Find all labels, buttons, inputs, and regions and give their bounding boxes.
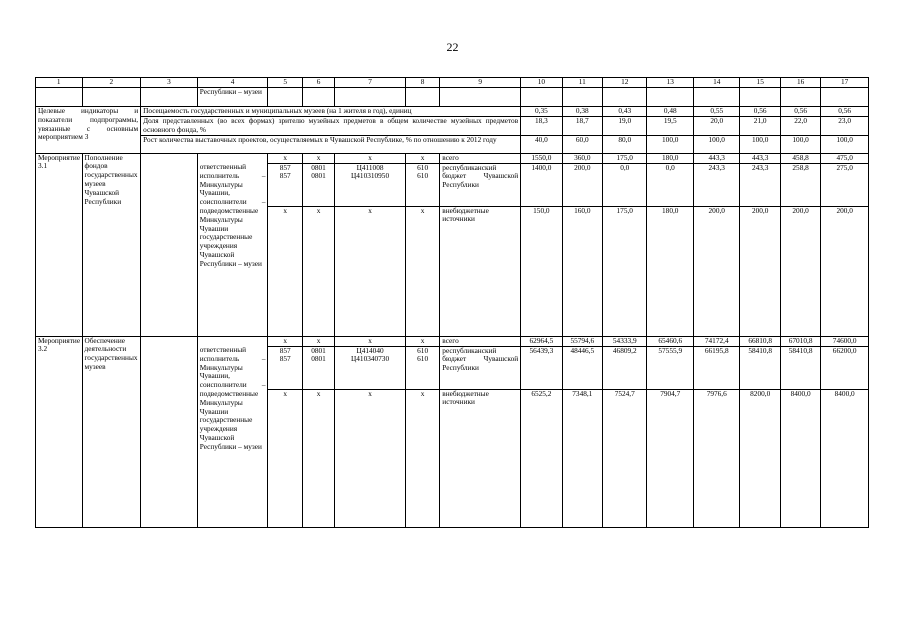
amount: 55794,6	[562, 336, 602, 346]
column-header: 6	[302, 78, 334, 88]
indicator-value: 18,7	[562, 117, 602, 136]
measure-name: Мероприятие 3.2	[36, 336, 83, 527]
table-cell	[141, 153, 198, 336]
amount: 56439,3	[521, 346, 562, 389]
table-cell: х	[335, 153, 406, 163]
amount: 7976,6	[693, 389, 740, 527]
executor: ответственный исполнитель – Минкультуры Чувашии, соисполнители – подведомственные Минкультуры Чувашии государственные учреждения Чувашской Республики – музеи	[197, 346, 268, 527]
funding-source: внебюджетные источники	[440, 206, 521, 336]
indicator-value: 19,0	[603, 117, 647, 136]
measure-total-row	[36, 153, 869, 163]
amount: 66810,8	[740, 336, 780, 346]
indicator-value: 100,0	[821, 135, 869, 153]
column-header: 13	[647, 78, 694, 88]
table-cell: х	[405, 153, 439, 163]
amount: 7524,7	[603, 389, 647, 527]
table-cell	[821, 88, 869, 107]
amount: 443,3	[740, 153, 780, 163]
amount: 200,0	[821, 206, 869, 336]
amount: 8400,0	[780, 389, 820, 527]
table-cell	[405, 88, 439, 107]
table-cell: х	[268, 206, 302, 336]
indicator-value: 100,0	[693, 135, 740, 153]
table-cell: х	[405, 206, 439, 336]
column-header: 11	[562, 78, 602, 88]
code-grbs: 857 857	[268, 346, 302, 389]
table-cell: х	[335, 206, 406, 336]
indicator-value: 40,0	[521, 135, 562, 153]
amount: 8400,0	[821, 389, 869, 527]
amount: 175,0	[603, 153, 647, 163]
column-header: 14	[693, 78, 740, 88]
table-cell	[562, 88, 602, 107]
indicator-value: 0,35	[521, 107, 562, 117]
amount: 200,0	[740, 206, 780, 336]
amount: 275,0	[821, 163, 869, 206]
amount: 58410,8	[740, 346, 780, 389]
budget-table	[35, 77, 869, 528]
table-cell: х	[268, 389, 302, 527]
code-section: 0801 0801	[302, 346, 334, 389]
header-row	[36, 78, 869, 88]
indicator-value: 0,56	[821, 107, 869, 117]
amount: 7348,1	[562, 389, 602, 527]
amount: 8200,0	[740, 389, 780, 527]
measure-description: Обеспечение деятельности государственных музеев	[82, 336, 141, 527]
amount: 180,0	[647, 206, 694, 336]
measure-total-row	[36, 336, 869, 346]
table-cell: х	[268, 336, 302, 346]
amount: 7904,7	[647, 389, 694, 527]
column-header: 9	[440, 78, 521, 88]
indicator-value: 18,3	[521, 117, 562, 136]
amount: 443,3	[693, 153, 740, 163]
indicator-value: 0,38	[562, 107, 602, 117]
amount: 58410,8	[780, 346, 820, 389]
table-cell	[440, 88, 521, 107]
funding-source: всего	[440, 153, 521, 163]
indicator-value: 100,0	[740, 135, 780, 153]
table-cell	[141, 88, 198, 107]
table-cell: х	[302, 206, 334, 336]
amount: 150,0	[521, 206, 562, 336]
table-cell: х	[302, 336, 334, 346]
indicator-value: 60,0	[562, 135, 602, 153]
table-cell	[693, 88, 740, 107]
table-cell: х	[335, 389, 406, 527]
amount: 458,8	[780, 153, 820, 163]
indicator-value: 19,5	[647, 117, 694, 136]
table-cell	[302, 88, 334, 107]
indicator-text: Доля представленных (во всех формах) зрителю музейных предметов в общем количестве музейных предметов основного фонда, %	[141, 117, 521, 136]
indicator-value: 22,0	[780, 117, 820, 136]
indicator-value: 0,55	[693, 107, 740, 117]
amount: 0,0	[647, 163, 694, 206]
indicator-value: 21,0	[740, 117, 780, 136]
measure-name: Мероприятие 3.1	[36, 153, 83, 336]
column-header: 5	[268, 78, 302, 88]
amount: 200,0	[562, 163, 602, 206]
table-cell	[268, 88, 302, 107]
table-cell: х	[302, 389, 334, 527]
executor: ответственный исполнитель – Минкультуры Чувашии, соисполнители – подведомственные Минкультуры Чувашии государственные учреждения Чувашской Республики – музеи	[197, 163, 268, 336]
amount: 360,0	[562, 153, 602, 163]
amount: 1550,0	[521, 153, 562, 163]
amount: 65460,6	[647, 336, 694, 346]
carry-text: Республики – музеи	[197, 88, 268, 107]
column-header: 10	[521, 78, 562, 88]
table-cell	[335, 88, 406, 107]
indicator-value: 0,43	[603, 107, 647, 117]
measure-description: Пополнение фондов государственных музеев Чувашской Республики	[82, 153, 141, 336]
page-number: 22	[446, 40, 459, 54]
code-grbs: 857 857	[268, 163, 302, 206]
amount: 6525,2	[521, 389, 562, 527]
code-expense: 610 610	[405, 346, 439, 389]
table-cell: х	[405, 389, 439, 527]
amount: 66195,8	[693, 346, 740, 389]
code-target: Ц414040 Ц410340730	[335, 346, 406, 389]
column-header: 17	[821, 78, 869, 88]
amount: 0,0	[603, 163, 647, 206]
funding-source: внебюджетные источники	[440, 389, 521, 527]
column-header: 4	[197, 78, 268, 88]
amount: 74172,4	[693, 336, 740, 346]
column-header: 8	[405, 78, 439, 88]
indicator-text: Рост количества выставочных проектов, осуществляемых в Чувашской Республике, % по отношению к 2012 году	[141, 135, 521, 153]
funding-source: республиканский бюджет Чувашской Республики	[440, 163, 521, 206]
table-cell	[780, 88, 820, 107]
column-header: 2	[82, 78, 141, 88]
table-cell: х	[335, 336, 406, 346]
amount: 475,0	[821, 153, 869, 163]
executor-top	[197, 153, 268, 163]
amount: 54333,9	[603, 336, 647, 346]
code-expense: 610 610	[405, 163, 439, 206]
indicator-value: 100,0	[647, 135, 694, 153]
carry-row	[36, 88, 869, 107]
amount: 200,0	[780, 206, 820, 336]
amount: 243,3	[740, 163, 780, 206]
table-cell	[603, 88, 647, 107]
table-cell: х	[268, 153, 302, 163]
amount: 48446,5	[562, 346, 602, 389]
column-header: 1	[36, 78, 83, 88]
amount: 46809,2	[603, 346, 647, 389]
indicator-row	[36, 135, 869, 153]
amount: 66200,0	[821, 346, 869, 389]
indicator-row	[36, 107, 869, 117]
table-cell	[141, 336, 198, 527]
indicator-value: 80,0	[603, 135, 647, 153]
amount: 1400,0	[521, 163, 562, 206]
amount: 57555,9	[647, 346, 694, 389]
indicator-row	[36, 117, 869, 136]
column-header: 3	[141, 78, 198, 88]
column-header: 15	[740, 78, 780, 88]
indicator-value: 100,0	[780, 135, 820, 153]
table-cell	[82, 88, 141, 107]
table-cell: х	[302, 153, 334, 163]
column-header: 7	[335, 78, 406, 88]
indicator-value: 0,56	[780, 107, 820, 117]
table-cell	[521, 88, 562, 107]
funding-source: всего	[440, 336, 521, 346]
funding-source: республиканский бюджет Чувашской Республики	[440, 346, 521, 389]
table-cell: х	[405, 336, 439, 346]
table-cell	[647, 88, 694, 107]
table-cell	[740, 88, 780, 107]
executor-top	[197, 336, 268, 346]
amount: 74600,0	[821, 336, 869, 346]
indicator-value: 0,48	[647, 107, 694, 117]
column-header: 16	[780, 78, 820, 88]
amount: 67010,8	[780, 336, 820, 346]
table-cell	[36, 88, 83, 107]
indicator-text: Посещаемость государственных и муниципальных музеев (на 1 жителя в год), единиц	[141, 107, 521, 117]
amount: 62964,5	[521, 336, 562, 346]
amount: 200,0	[693, 206, 740, 336]
amount: 175,0	[603, 206, 647, 336]
indicator-value: 23,0	[821, 117, 869, 136]
code-section: 0801 0801	[302, 163, 334, 206]
indicator-value: 0,56	[740, 107, 780, 117]
indicators-label: Целевые индикаторы и показатели подпрограммы, увязанные с основным мероприятием 3	[36, 107, 141, 154]
column-header: 12	[603, 78, 647, 88]
amount: 243,3	[693, 163, 740, 206]
amount: 160,0	[562, 206, 602, 336]
code-target: Ц411008 Ц410310950	[335, 163, 406, 206]
indicator-value: 20,0	[693, 117, 740, 136]
amount: 258,8	[780, 163, 820, 206]
amount: 180,0	[647, 153, 694, 163]
